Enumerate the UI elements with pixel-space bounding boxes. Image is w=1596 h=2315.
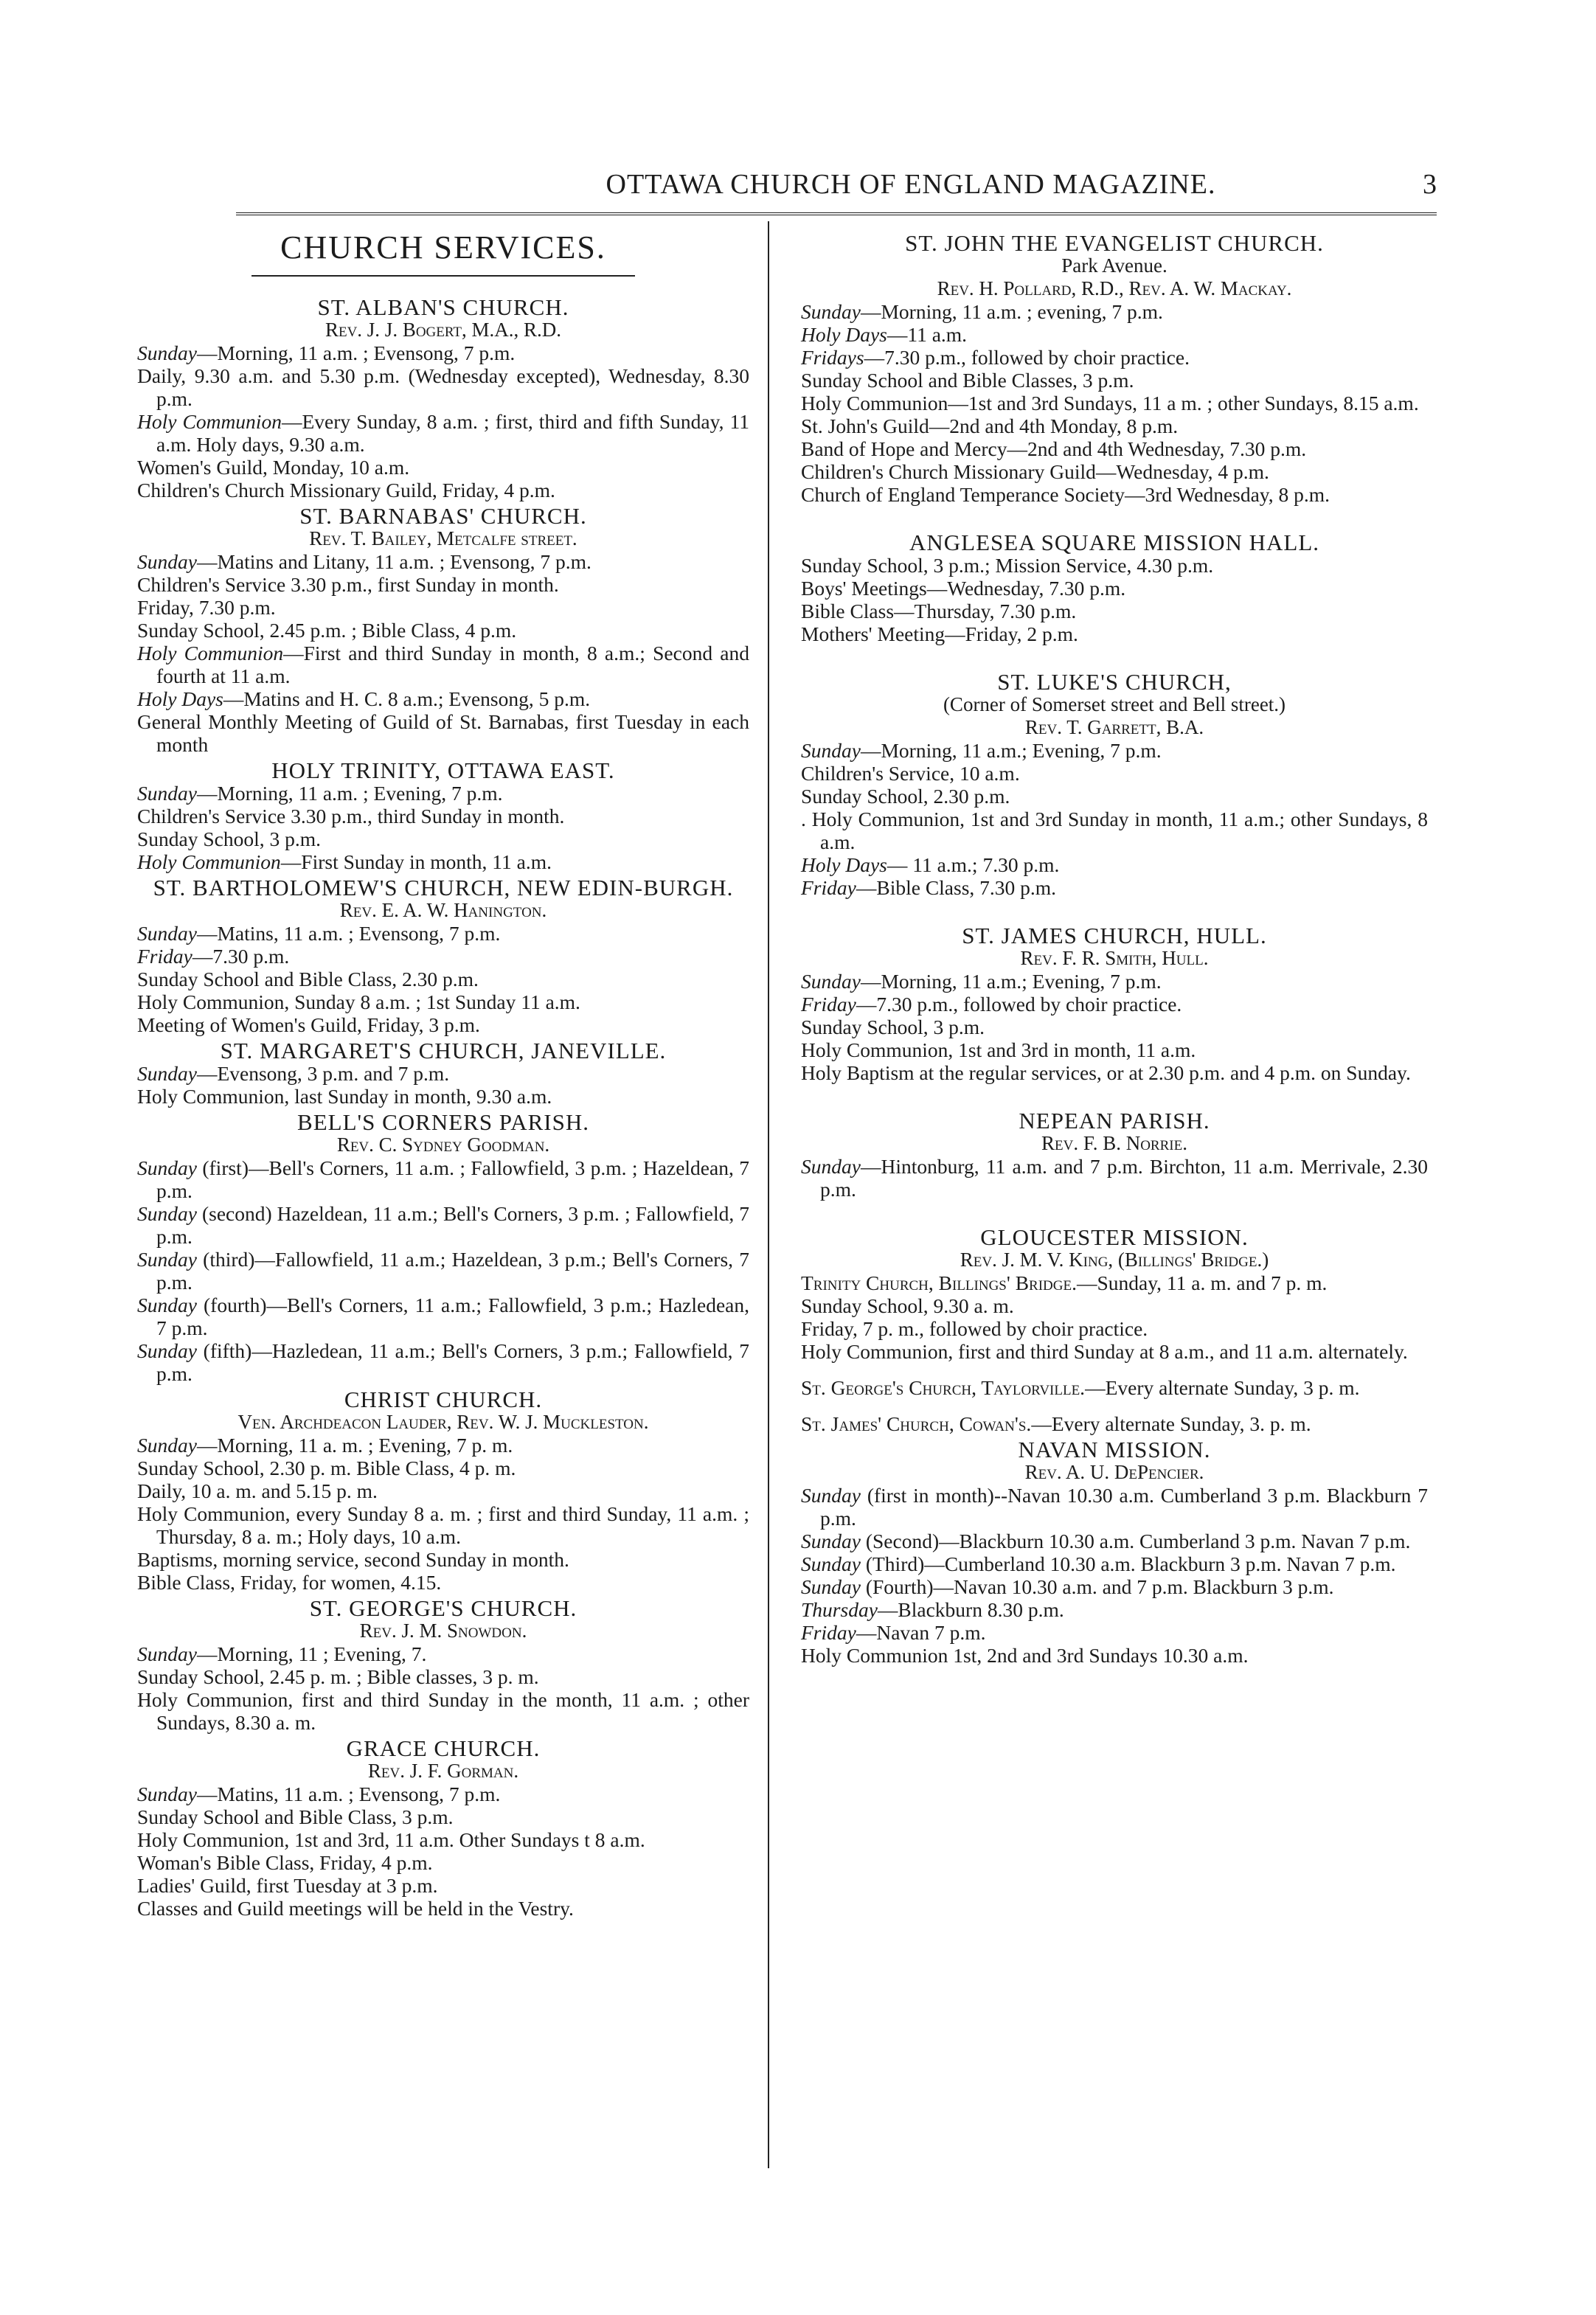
text-span: Sunday <box>137 1062 197 1085</box>
church-nepean <box>801 1109 1428 1201</box>
header-rule <box>236 212 1437 218</box>
clergy: Ven. Archdeacon Lauder, Rev. W. J. Muckleston. <box>237 1411 649 1433</box>
service-line: Bible Class—Thursday, 7.30 p.m. <box>801 600 1077 622</box>
service-line: . Holy Communion, 1st and 3rd Sunday in month, 11 a.m.; other Sundays, 8 a.m. <box>801 808 1428 853</box>
church-holy-trinity <box>137 759 749 873</box>
text-span: Sunday <box>137 1156 197 1179</box>
service-line: Sunday School, 3 p.m. <box>137 827 322 850</box>
service-line <box>137 1434 749 1457</box>
text-span: Sunday <box>801 970 861 993</box>
service-line: Sunday School, 9.30 a. m. <box>801 1294 1014 1317</box>
church-location: Park Avenue. <box>1061 254 1167 277</box>
service-line: Children's Service 3.30 p.m., first Sunday in month. <box>137 573 559 596</box>
service-line: Holy Communion, first and third Sunday in the month, 11 a.m. ; other Sundays, 8.30 a. m. <box>137 1688 749 1734</box>
section-title: CHURCH SERVICES. <box>280 229 606 265</box>
clergy: Rev. J. M. V. King, (Billings' Bridge.) <box>960 1249 1269 1271</box>
service-line: Sunday School, 2.30 p.m. <box>801 785 1010 808</box>
text-span: Sunday <box>137 1202 197 1225</box>
text-span: Sunday <box>801 1575 861 1598</box>
clergy: Rev. T. Bailey, Metcalfe street. <box>309 527 577 549</box>
church-navan <box>801 1438 1428 1667</box>
text-span: Sunday <box>137 922 197 945</box>
service-line: Sunday School and Bible Class, 3 p.m. <box>137 1805 454 1828</box>
text-span: —7.30 p.m., followed by choir practice. <box>864 346 1190 369</box>
text-span: —Matins, 11 a.m. ; Evensong, 7 p.m. <box>196 922 501 945</box>
text-span: (third)—Fallowfield, 11 a.m.; Hazeldean, 3 p.m.; Bell's Corners, 7 p.m. <box>156 1248 749 1294</box>
clergy: Rev. T. Garrett, B.A. <box>1024 716 1204 738</box>
service-line: Friday, 7.30 p.m. <box>137 596 276 619</box>
service-line <box>801 1412 1428 1435</box>
church-st-margarets <box>137 1039 749 1108</box>
service-line <box>801 1271 1428 1294</box>
service-line: Holy Communion, 1st and 3rd in month, 11 a.m. <box>801 1038 1196 1061</box>
text-span: Fridays <box>801 346 864 369</box>
service-line: Holy Communion, Sunday 8 a.m. ; 1st Sunday 11 a.m. <box>137 990 580 1013</box>
service-line <box>137 687 749 710</box>
clergy: Rev. J. F. Gorman. <box>367 1760 519 1782</box>
text-span: St. James' Church, Cowan's. <box>801 1412 1032 1435</box>
service-line: Holy Communion, 1st and 3rd, 11 a.m. Other Sundays t 8 a.m. <box>137 1828 645 1851</box>
text-span: Sunday <box>137 341 197 364</box>
text-span: —11 a.m. <box>887 323 968 346</box>
service-line: Holy Communion, first and third Sunday at 8 a.m., and 11 a.m. alternately. <box>801 1340 1408 1363</box>
text-span: St. George's Church, Taylorville. <box>801 1376 1086 1399</box>
text-span: (first in month)--Navan 10.30 a.m. Cumberland 3 p.m. Blackburn 7 p.m. <box>820 1484 1428 1530</box>
service-line: Holy Communion—1st and 3rd Sundays, 11 a m. ; other Sundays, 8.15 a.m. <box>801 392 1419 414</box>
service-line: Classes and Guild meetings will be held in the Vestry. <box>137 1897 574 1920</box>
service-line <box>137 1202 749 1248</box>
text-span: —7.30 p.m. <box>192 945 290 968</box>
church-name: NAVAN MISSION. <box>1018 1437 1211 1462</box>
service-line <box>801 346 1428 369</box>
text-span: —Matins and H. C. 8 a.m.; Evensong, 5 p.m. <box>223 687 591 710</box>
church-name: ST. BARNABAS' CHURCH. <box>299 503 587 529</box>
church-christ-church <box>137 1388 749 1594</box>
service-line <box>137 341 749 364</box>
church-st-lukes <box>801 670 1428 899</box>
service-line <box>137 1339 749 1385</box>
service-line <box>801 970 1428 993</box>
church-st-james-hull <box>801 924 1428 1084</box>
service-line <box>801 1530 1428 1552</box>
text-span: Friday <box>137 945 192 968</box>
service-line <box>801 993 1428 1016</box>
clergy: Rev. J. M. Snowdon. <box>359 1620 527 1642</box>
service-line <box>137 1783 749 1805</box>
service-line: Daily, 9.30 a.m. and 5.30 p.m. (Wednesday excepted), Wednesday, 8.30 p.m. <box>137 364 749 410</box>
text-span: Holy Days <box>137 687 223 710</box>
service-line: Woman's Bible Class, Friday, 4 p.m. <box>137 1851 433 1874</box>
service-line <box>801 1552 1428 1575</box>
text-span: — 11 a.m.; 7.30 p.m. <box>887 853 1060 876</box>
service-line: Ladies' Guild, first Tuesday at 3 p.m. <box>137 1874 438 1897</box>
column-divider <box>768 221 769 2168</box>
left-column <box>137 229 749 1920</box>
church-st-barnabas <box>137 504 749 756</box>
text-span: Trinity Church, Billings' Bridge. <box>801 1271 1077 1294</box>
text-span: Thursday <box>801 1598 878 1621</box>
text-span: —Morning, 11 a.m.; Evening, 7 p.m. <box>860 970 1162 993</box>
service-line <box>801 739 1428 762</box>
text-span: (fifth)—Hazledean, 11 a.m.; Bell's Corners, 3 p.m.; Fallowfield, 7 p.m. <box>156 1339 749 1385</box>
church-name: ST. JAMES CHURCH, HULL. <box>962 923 1267 948</box>
text-span: Sunday <box>801 1552 861 1575</box>
service-line: Mothers' Meeting—Friday, 2 p.m. <box>801 622 1078 645</box>
text-span: Sunday <box>801 300 861 323</box>
clergy: Rev. E. A. W. Hanington. <box>339 899 547 921</box>
text-span: Friday <box>801 993 856 1016</box>
service-line: Holy Communion 1st, 2nd and 3rd Sundays 10.30 a.m. <box>801 1644 1249 1667</box>
church-location: (Corner of Somerset street and Bell street.) <box>943 693 1286 715</box>
text-span: Sunday <box>801 1155 861 1178</box>
service-line: Daily, 10 a. m. and 5.15 p. m. <box>137 1479 378 1502</box>
church-name: CHRIST CHURCH. <box>344 1386 543 1412</box>
church-gloucester <box>801 1226 1428 1435</box>
clergy: Rev. J. J. Bogert, M.A., R.D. <box>325 319 562 341</box>
service-line: St. John's Guild—2nd and 4th Monday, 8 p.m. <box>801 414 1179 437</box>
text-span: —Blackburn 8.30 p.m. <box>877 1598 1064 1621</box>
title-rule <box>251 275 635 277</box>
text-span: (Third)—Cumberland 10.30 a.m. Blackburn 3 p.m. Navan 7 p.m. <box>860 1552 1396 1575</box>
page-header-title: OTTAWA CHURCH OF ENGLAND MAGAZINE. <box>606 169 1216 200</box>
service-line: Holy Communion, every Sunday 8 a. m. ; first and third Sunday, 11 a.m. ; Thursday, 8 a. m.; Holy days, 10 a.m. <box>137 1502 749 1548</box>
service-line <box>137 1642 749 1665</box>
text-span: Sunday <box>137 1434 197 1457</box>
text-span: —Morning, 11 ; Evening, 7. <box>196 1642 427 1665</box>
text-span: Sunday <box>801 1530 861 1552</box>
service-line <box>137 1294 749 1339</box>
service-line: Band of Hope and Mercy—2nd and 4th Wednesday, 7.30 p.m. <box>801 437 1307 460</box>
church-name: ST. JOHN THE EVANGELIST CHURCH. <box>905 230 1324 256</box>
text-span: Sunday <box>137 782 197 805</box>
church-name: GRACE CHURCH. <box>346 1735 541 1761</box>
service-line <box>137 1062 749 1085</box>
church-st-albans <box>137 296 749 501</box>
text-span: —Morning, 11 a.m.; Evening, 7 p.m. <box>860 739 1162 762</box>
text-span: (fourth)—Bell's Corners, 11 a.m.; Fallowfield, 3 p.m.; Hazledean, 7 p.m. <box>156 1294 749 1339</box>
church-name: ST. BARTHOLOMEW'S CHURCH, NEW EDIN-BURGH. <box>153 875 734 900</box>
church-name: GLOUCESTER MISSION. <box>980 1224 1249 1250</box>
church-anglesea <box>801 531 1428 645</box>
page-number: 3 <box>1423 169 1437 200</box>
text-span: Sunday <box>801 739 861 762</box>
service-line: Sunday School, 2.30 p. m. Bible Class, 4 p. m. <box>137 1457 516 1479</box>
church-st-georges <box>137 1597 749 1734</box>
text-span: —Every alternate Sunday, 3 p. m. <box>1085 1376 1360 1399</box>
church-name: ST. MARGARET'S CHURCH, JANEVILLE. <box>220 1038 667 1063</box>
service-line: Baptisms, morning service, second Sunday in month. <box>137 1548 569 1571</box>
church-grace-church <box>137 1737 749 1920</box>
text-span: —Bible Class, 7.30 p.m. <box>856 876 1057 899</box>
service-line <box>801 1621 1428 1644</box>
service-line: Holy Communion, last Sunday in month, 9.30 a.m. <box>137 1085 552 1108</box>
service-line <box>137 550 749 573</box>
service-line: Boys' Meetings—Wednesday, 7.30 p.m. <box>801 577 1126 600</box>
service-line <box>137 945 749 968</box>
text-span: Holy Communion <box>137 642 284 664</box>
church-name: ST. LUKE'S CHURCH, <box>997 669 1232 695</box>
text-span: —Sunday, 11 a. m. and 7 p. m. <box>1076 1271 1328 1294</box>
clergy: Rev. H. Pollard, R.D., Rev. A. W. Mackay. <box>937 277 1292 299</box>
text-span: Sunday <box>137 1248 197 1271</box>
text-span: —Morning, 11 a. m. ; Evening, 7 p. m. <box>196 1434 513 1457</box>
text-span: —Morning, 11 a.m. ; Evening, 7 p.m. <box>196 782 503 805</box>
text-span: —Navan 7 p.m. <box>856 1621 986 1644</box>
text-span: —Morning, 11 a.m. ; evening, 7 p.m. <box>860 300 1163 323</box>
service-line: Church of England Temperance Society—3rd Wednesday, 8 p.m. <box>801 483 1330 506</box>
service-line: Children's Church Missionary Guild, Friday, 4 p.m. <box>137 479 555 501</box>
service-line: Children's Service, 10 a.m. <box>801 762 1020 785</box>
text-span: (first)—Bell's Corners, 11 a.m. ; Fallowfield, 3 p.m. ; Hazeldean, 7 p.m. <box>156 1156 749 1202</box>
church-name: HOLY TRINITY, OTTAWA EAST. <box>271 757 615 783</box>
service-line: General Monthly Meeting of Guild of St. Barnabas, first Tuesday in each month <box>137 710 749 756</box>
text-span: Holy Communion <box>137 410 282 433</box>
service-line: Sunday School and Bible Classes, 3 p.m. <box>801 369 1134 392</box>
service-line: Friday, 7 p. m., followed by choir practice. <box>801 1317 1148 1340</box>
service-line <box>137 410 749 456</box>
church-bells-corners <box>137 1111 749 1385</box>
right-column <box>801 229 1428 1667</box>
service-line: Sunday School and Bible Class, 2.30 p.m. <box>137 968 479 990</box>
text-span: —First Sunday in month, 11 a.m. <box>280 850 552 873</box>
text-span: —Hintonburg, 11 a.m. and 7 p.m. Birchton, 11 a.m. Merrivale, 2.30 p.m. <box>820 1155 1428 1201</box>
service-line: Bible Class, Friday, for women, 4.15. <box>137 1571 442 1594</box>
clergy: Rev. A. U. DePencier. <box>1024 1461 1204 1483</box>
church-name: BELL'S CORNERS PARISH. <box>297 1109 589 1135</box>
text-span: Holy Days <box>801 323 887 346</box>
text-span: —7.30 p.m., followed by choir practice. <box>856 993 1182 1016</box>
service-line <box>801 323 1428 346</box>
service-line <box>801 1484 1428 1530</box>
service-line: Children's Service 3.30 p.m., third Sunday in month. <box>137 805 565 827</box>
text-span: Friday <box>801 876 856 899</box>
service-line <box>801 1155 1428 1201</box>
church-name: ST. ALBAN'S CHURCH. <box>317 294 569 320</box>
service-line <box>137 782 749 805</box>
text-span: Sunday <box>137 1339 197 1362</box>
text-span: Sunday <box>137 550 197 573</box>
service-line <box>801 876 1428 899</box>
text-span: Holy Communion <box>137 850 281 873</box>
text-span: Friday <box>801 1621 856 1644</box>
text-span: —Matins and Litany, 11 a.m. ; Evensong, 7 p.m. <box>196 550 591 573</box>
service-line <box>137 1248 749 1294</box>
service-line <box>801 1575 1428 1598</box>
clergy: Rev. C. Sydney Goodman. <box>336 1134 550 1156</box>
text-span: —Every alternate Sunday, 3. p. m. <box>1031 1412 1311 1435</box>
service-line: Children's Church Missionary Guild—Wednesday, 4 p.m. <box>801 460 1269 483</box>
service-line <box>137 1156 749 1202</box>
service-line <box>137 850 749 873</box>
text-span: —First and third Sunday in month, 8 a.m.; Second and fourth at 11 a.m. <box>156 642 749 687</box>
clergy: Rev. F. R. Smith, Hull. <box>1020 947 1209 969</box>
text-span: Sunday <box>137 1294 197 1316</box>
service-line: Women's Guild, Monday, 10 a.m. <box>137 456 410 479</box>
text-span: —Evensong, 3 p.m. and 7 p.m. <box>196 1062 450 1085</box>
service-line: Meeting of Women's Guild, Friday, 3 p.m. <box>137 1013 480 1036</box>
service-line: Sunday School, 3 p.m. <box>801 1016 985 1038</box>
service-line <box>137 642 749 687</box>
service-line <box>137 922 749 945</box>
text-span: (Second)—Blackburn 10.30 a.m. Cumberland 3 p.m. Navan 7 p.m. <box>860 1530 1411 1552</box>
service-line <box>801 300 1428 323</box>
service-line <box>801 1598 1428 1621</box>
service-line: Holy Baptism at the regular services, or at 2.30 p.m. and 4 p.m. on Sunday. <box>801 1061 1411 1084</box>
text-span: Sunday <box>801 1484 861 1507</box>
service-line <box>801 1376 1428 1399</box>
text-span: —Matins, 11 a.m. ; Evensong, 7 p.m. <box>196 1783 501 1805</box>
clergy: Rev. F. B. Norrie. <box>1041 1132 1187 1154</box>
text-span: —Morning, 11 a.m. ; Evensong, 7 p.m. <box>196 341 516 364</box>
service-line: Sunday School, 3 p.m.; Mission Service, 4.30 p.m. <box>801 554 1214 577</box>
church-name: ST. GEORGE'S CHURCH. <box>309 1595 577 1621</box>
text-span: Sunday <box>137 1642 197 1665</box>
text-span: Sunday <box>137 1783 197 1805</box>
church-name: NEPEAN PARISH. <box>1019 1108 1210 1134</box>
text-span: Holy Days <box>801 853 887 876</box>
service-line: Sunday School, 2.45 p. m. ; Bible classes, 3 p. m. <box>137 1665 539 1688</box>
church-st-bartholomews <box>137 876 749 1036</box>
text-span: —Every Sunday, 8 a.m. ; first, third and fifth Sunday, 11 a.m. Holy days, 9.30 a.m. <box>156 410 749 456</box>
service-line: Sunday School, 2.45 p.m. ; Bible Class, 4 p.m. <box>137 619 517 642</box>
text-span: (second) Hazeldean, 11 a.m.; Bell's Corners, 3 p.m. ; Fallowfield, 7 p.m. <box>156 1202 749 1248</box>
church-st-john <box>801 232 1428 506</box>
service-line <box>801 853 1428 876</box>
church-name: ANGLESEA SQUARE MISSION HALL. <box>909 530 1319 555</box>
text-span: (Fourth)—Navan 10.30 a.m. and 7 p.m. Blackburn 3 p.m. <box>860 1575 1334 1598</box>
